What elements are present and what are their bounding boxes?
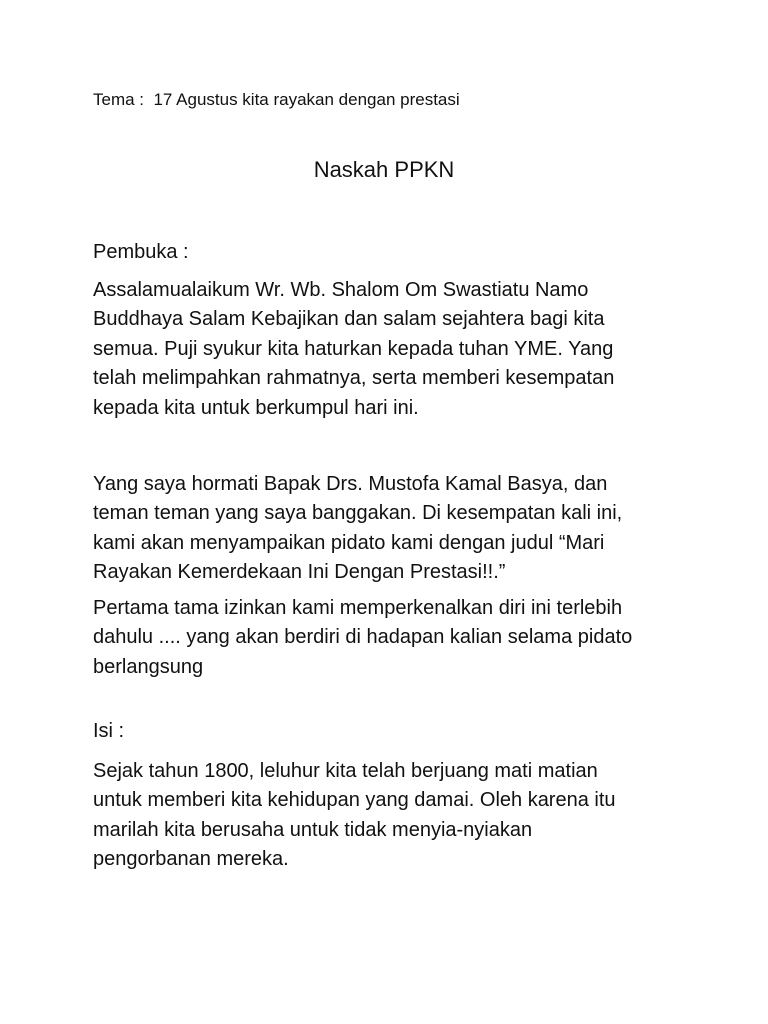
theme-line: Tema : 17 Agustus kita rayakan dengan prestasi <box>93 90 460 109</box>
paragraph-line: telah melimpahkan rahmatnya, serta memberi kesempatan <box>93 367 615 390</box>
opening-heading: Pembuka : <box>93 241 189 263</box>
content-heading: Isi : <box>93 720 125 742</box>
paragraph-line: marilah kita berusaha untuk tidak menyia-nyiakan <box>93 818 533 841</box>
paragraph-line: Sejak tahun 1800, leluhur kita telah berjuang mati matian <box>93 760 598 782</box>
paragraph-line: teman teman yang saya banggakan. Di kesempatan kali ini, <box>93 502 623 525</box>
content-paragraph <box>93 757 683 875</box>
document-title: Naskah PPKN <box>313 157 455 182</box>
paragraph-line: berlangsung <box>93 655 204 678</box>
paragraph-line: pengorbanan mereka. <box>93 848 289 871</box>
paragraph-line: kami akan menyampaikan pidato kami dengan judul “Mari <box>93 531 605 554</box>
paragraph-line: Buddhaya Salam Kebajikan dan salam sejahtera bagi kita <box>93 308 605 331</box>
paragraph-line: Assalamualaikum Wr. Wb. Shalom Om Swastiatu Namo <box>93 279 589 301</box>
introduction-paragraph <box>93 594 683 682</box>
paragraph-line: semua. Puji syukur kita haturkan kepada tuhan YME. Yang <box>93 337 614 360</box>
opening-paragraph <box>93 276 683 423</box>
greeting-paragraph <box>93 470 683 588</box>
paragraph-line: untuk memberi kita kehidupan yang damai. Oleh karena itu <box>93 789 616 812</box>
paragraph-line: kepada kita untuk berkumpul hari ini. <box>93 396 419 419</box>
paragraph-line: Rayakan Kemerdekaan Ini Dengan Prestasi!!.” <box>93 561 506 584</box>
paragraph-line: Pertama tama izinkan kami memperkenalkan diri ini terlebih <box>93 597 623 619</box>
paragraph-line: dahulu .... yang akan berdiri di hadapan kalian selama pidato <box>93 626 633 649</box>
paragraph-line: Yang saya hormati Bapak Drs. Mustofa Kamal Basya, dan <box>93 473 608 495</box>
